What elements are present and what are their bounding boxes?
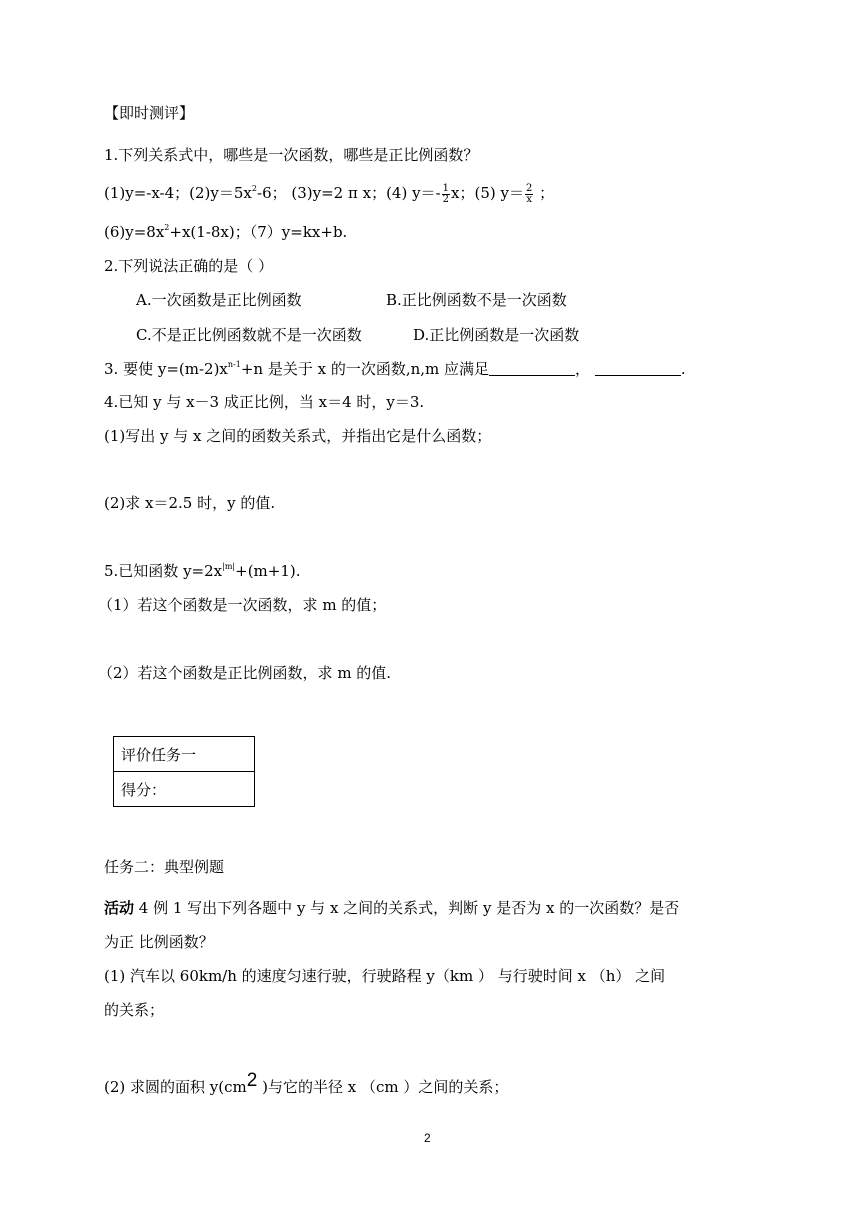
q3-exponent: n-1 xyxy=(227,360,241,369)
activity-4-text: 4 例 1 写出下列各题中 y 与 x 之间的关系式，判断 y 是否为 x 的一次函数？是否 xyxy=(134,899,680,917)
score-table-task: 评价任务一 xyxy=(114,737,255,772)
q3-part-b: +n 是关于 x 的一次函数,n,m 应满足 xyxy=(240,360,490,378)
q1-exponent: 2 xyxy=(251,184,257,193)
page-number: 2 xyxy=(424,1131,431,1145)
q1-part-b: -6； (3)y=2 π x；(4) y＝- xyxy=(257,184,441,202)
question-5-part-1: （1）若这个函数是一次函数，求 m 的值； xyxy=(98,596,387,614)
fraction-two-over-x: $\frac{2}{x}$ xyxy=(525,182,533,205)
activity-4-line-2: 为正 比例函数？ xyxy=(104,933,214,951)
task-2-title: 任务二：典型例题 xyxy=(104,858,225,876)
q1-line2-exponent: 2 xyxy=(164,223,170,232)
q5-exponent: |m| xyxy=(222,562,236,571)
activity-4-line-1 xyxy=(104,898,679,918)
question-5-part-2: （2）若这个函数是正比例函数，求 m 的值. xyxy=(98,664,392,682)
score-table xyxy=(113,736,255,807)
question-4-part-1: (1)写出 y 与 x 之间的函数关系式，并指出它是什么函数； xyxy=(104,427,492,445)
question-1-stem: 1.下列关系式中，哪些是一次函数，哪些是正比例函数？ xyxy=(104,146,479,164)
q3-separator: ， xyxy=(575,360,591,378)
example-part-2 xyxy=(104,1070,509,1097)
q1-part-d: ； xyxy=(534,184,555,202)
question-1-line-2 xyxy=(104,222,347,242)
question-4-stem: 4.已知 y 与 x－3 成正比例，当 x＝4 时，y＝3. xyxy=(104,393,425,411)
example-part-1-line-1: (1) 汽车以 60km/h 的速度匀速行驶，行驶路程 y（km ） 与行驶时间 x （h） 之间 xyxy=(104,967,666,985)
fraction-one-half: $\frac{1}{2}$ xyxy=(442,182,450,205)
question-2-option-c: C.不是正比例函数就不是一次函数 xyxy=(136,326,362,344)
example-part-2-exponent: 2 xyxy=(246,1070,258,1091)
q3-part-a: 3. 要使 y=(m-2)x xyxy=(104,360,228,378)
question-2-option-b: B.正比例函数不是一次函数 xyxy=(386,291,567,309)
q1-line2-part-a: (6)y=8x xyxy=(104,223,165,241)
example-part-1-line-2: 的关系； xyxy=(104,1001,165,1019)
q3-end: . xyxy=(680,360,686,378)
q1-line2-part-b: +x(1-8x)；（7）y=kx+b. xyxy=(169,223,348,241)
answer-blank-1[interactable] xyxy=(489,361,575,376)
activity-label: 活动 xyxy=(104,899,135,917)
question-3 xyxy=(104,359,686,379)
question-4-part-2: (2)求 x＝2.5 时，y 的值. xyxy=(104,494,276,512)
q5-part-a: 5.已知函数 y=2x xyxy=(104,562,223,580)
section-title: 【即时测评】 xyxy=(104,104,195,122)
q1-part-c: x；(5) y＝ xyxy=(451,184,524,202)
question-1-line-1 xyxy=(104,183,554,205)
score-table-score: 得分： xyxy=(114,772,255,807)
example-part-2-b: )与它的半径 x （cm ）之间的关系； xyxy=(257,1078,509,1096)
answer-blank-2[interactable] xyxy=(595,361,681,376)
example-part-2-a: (2) 求圆的面积 y(cm xyxy=(104,1078,247,1096)
q1-part-a: (1)y=-x-4；(2)y＝5x xyxy=(104,184,252,202)
question-5-stem xyxy=(104,561,301,581)
q5-part-b: +(m+1). xyxy=(235,562,301,580)
question-2-option-d: D.正比例函数是一次函数 xyxy=(413,326,580,344)
question-2-stem: 2.下列说法正确的是（ ） xyxy=(104,257,274,275)
question-2-option-a: A.一次函数是正比例函数 xyxy=(136,291,302,309)
